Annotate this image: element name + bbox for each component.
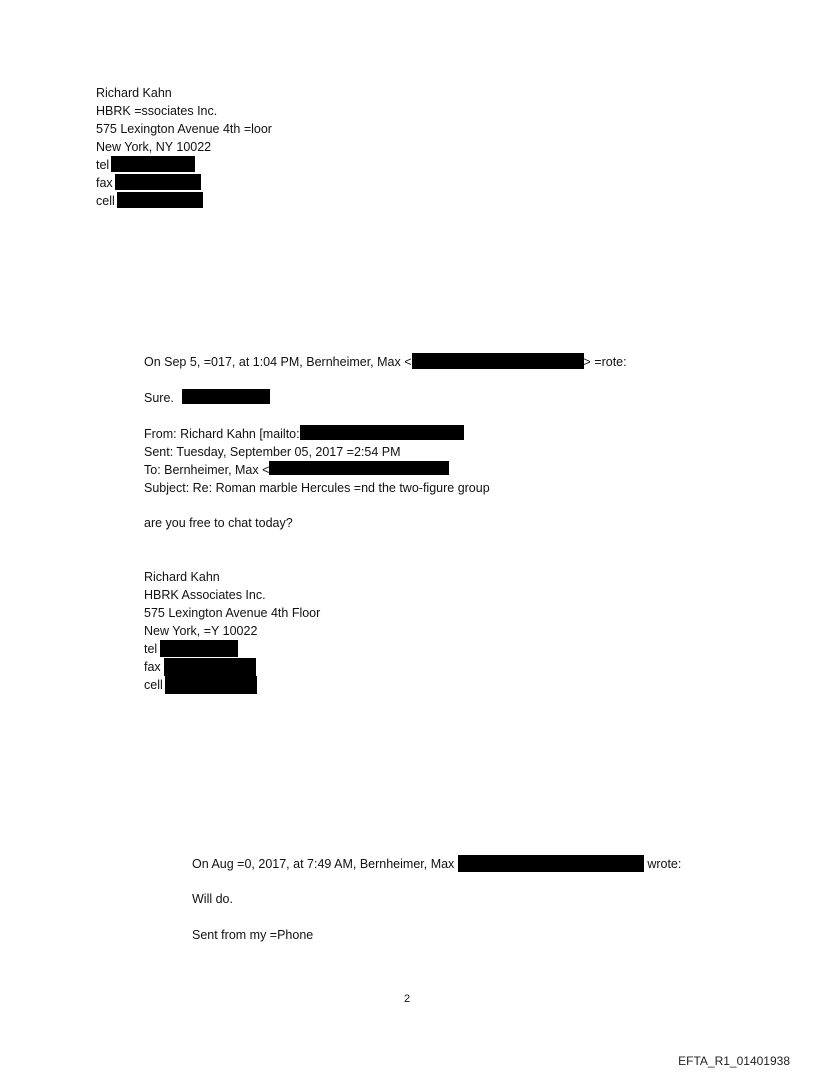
forwarded-headers [144,425,490,497]
tel-label: tel [96,158,110,172]
document-id: EFTA_R1_01401938 [678,1054,790,1068]
reply-header [144,353,627,371]
signature-fax [144,658,320,676]
fax-label: fax [96,176,113,190]
redaction-bar [412,353,584,369]
signature-city: New York, =Y 10022 [144,624,258,638]
reply-body-text: Sure. [144,391,174,405]
page-number: 2 [404,993,411,1005]
subject-line: Subject: Re: Roman marble Hercules =nd the two-figure group [144,481,490,495]
redaction-bar [300,425,464,440]
signature-address: 575 Lexington Avenue 4th Floor [144,606,321,620]
signature-top [96,84,272,210]
reply-body [144,389,270,407]
redaction-bar [182,389,270,404]
redaction-bar [115,174,201,190]
signature-city: New York, NY 10022 [96,140,212,154]
redaction-bar [458,855,644,872]
reply-header-prefix: On Aug =0, 2017, at 7:49 AM, Bernheimer, Max [192,857,455,871]
signature-address: 575 Lexington Avenue 4th =loor [96,122,272,136]
signature-mid [144,568,320,694]
signature-tel [96,156,272,174]
redaction-bar [117,192,203,208]
to-line [144,461,490,479]
reply-header-2 [192,855,681,873]
reply-body-2: Will do. [192,892,233,906]
reply-header-suffix: > =rote: [583,355,627,369]
sent-from: Sent from my =Phone [192,928,314,942]
reply-header-prefix: On Sep 5, =017, at 1:04 PM, Bernheimer, Max < [144,355,412,369]
signature-name: Richard Kahn [96,86,172,100]
forwarded-body: are you free to chat today? [144,516,293,530]
signature-tel [144,640,320,658]
signature-fax [96,174,272,192]
signature-name: Richard Kahn [144,570,220,584]
redaction-bar [160,640,238,657]
from-text: From: Richard Kahn [mailto: [144,427,300,441]
cell-label: cell [144,678,163,692]
cell-label: cell [96,194,115,208]
redaction-bar [111,156,195,172]
redaction-bar [164,658,256,676]
signature-company: HBRK =ssociates Inc. [96,104,218,118]
signature-cell [144,676,320,694]
fax-label: fax [144,660,161,674]
from-line [144,425,490,443]
reply-header-suffix: wrote: [647,857,682,871]
redaction-bar [165,676,257,694]
to-text: To: Bernheimer, Max < [144,463,270,477]
redaction-bar [269,461,449,475]
signature-company: HBRK Associates Inc. [144,588,266,602]
sent-line: Sent: Tuesday, September 05, 2017 =2:54 PM [144,445,401,459]
signature-cell [96,192,272,210]
tel-label: tel [144,642,158,656]
